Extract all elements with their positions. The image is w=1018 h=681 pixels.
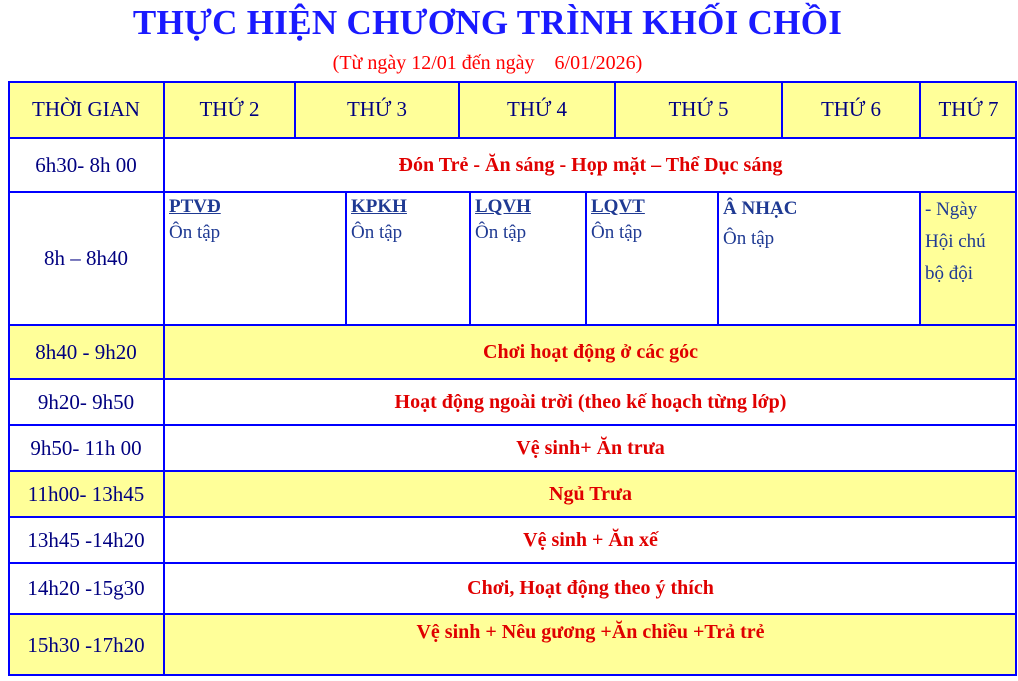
subject-ptvd — [164, 193, 346, 247]
header-day-thu: THỨ 5 — [615, 81, 782, 138]
activity-text: Vệ sinh + Nêu gương +Ăn chiều +Trả trẻ — [416, 621, 765, 643]
saturday-line: - Ngày — [925, 199, 978, 220]
saturday-line: Hội chú — [925, 231, 986, 252]
row-activity — [164, 563, 1017, 614]
row-activity — [164, 425, 1017, 471]
header-time: THỜI GIAN — [8, 81, 164, 138]
row-activity — [164, 614, 1017, 676]
row-time: 8h40 - 9h20 — [8, 325, 164, 379]
subject-text: Ôn tập — [591, 222, 643, 243]
subject-code: PTVĐ — [169, 196, 221, 217]
row-activity — [164, 517, 1017, 563]
row-activity — [164, 325, 1017, 379]
row-time: 8h – 8h40 — [8, 192, 164, 325]
subject-code: LQVH — [475, 196, 531, 217]
header-day-sat: THỨ 7 — [920, 81, 1017, 138]
row-time: 6h30- 8h 00 — [8, 138, 164, 192]
subject-lqvt — [586, 193, 718, 247]
row-time: 15h30 -17h20 — [8, 614, 164, 676]
subject-code: KPKH — [351, 196, 407, 217]
subject-lqvh — [470, 193, 586, 247]
activity-text: Vệ sinh+ Ăn trưa — [516, 436, 665, 459]
row-time: 9h50- 11h 00 — [8, 425, 164, 471]
row-activity — [164, 471, 1017, 517]
schedule-table — [8, 81, 1017, 676]
subject-text: Ôn tập — [351, 222, 403, 243]
header-day-tue: THỨ 3 — [295, 81, 459, 138]
subject-text: Ôn tập — [475, 222, 527, 243]
row-activity — [164, 379, 1017, 425]
header-day-wed: THỨ 4 — [459, 81, 615, 138]
row-time: 14h20 -15g30 — [8, 563, 164, 614]
saturday-event — [920, 193, 1017, 291]
row-time: 11h00- 13h45 — [8, 471, 164, 517]
header-day-fri: THỨ 6 — [782, 81, 920, 138]
activity-text: Ngủ Trưa — [549, 482, 632, 505]
activity-text: Đón Trẻ - Ăn sáng - Họp mặt – Thể Dục sáng — [398, 153, 783, 176]
subject-am-nhac — [718, 193, 920, 255]
date-range-subtitle: (Từ ngày 12/01 đến ngày 6/01/2026) — [332, 52, 643, 74]
activity-text: Chơi, Hoạt động theo ý thích — [467, 577, 714, 599]
page-title: THỰC HIỆN CHƯƠNG TRÌNH KHỐI CHỒI — [132, 3, 843, 42]
row-time: 9h20- 9h50 — [8, 379, 164, 425]
header-day-mon: THỨ 2 — [164, 81, 295, 138]
subject-text: Ôn tập — [169, 222, 221, 243]
activity-text: Chơi hoạt động ở các góc — [483, 340, 698, 363]
row-time: 13h45 -14h20 — [8, 517, 164, 563]
subject-kpkh — [346, 193, 470, 247]
subject-code: Â NHẠC — [723, 198, 798, 219]
row-activity — [164, 138, 1017, 192]
subject-code: LQVT — [591, 196, 645, 217]
activity-text: Hoạt động ngoài trời (theo kế hoạch từng lớp) — [394, 390, 787, 413]
activity-text: Vệ sinh + Ăn xế — [523, 528, 658, 551]
saturday-line: bộ đội — [925, 263, 974, 284]
subject-text: Ôn tập — [723, 228, 775, 249]
